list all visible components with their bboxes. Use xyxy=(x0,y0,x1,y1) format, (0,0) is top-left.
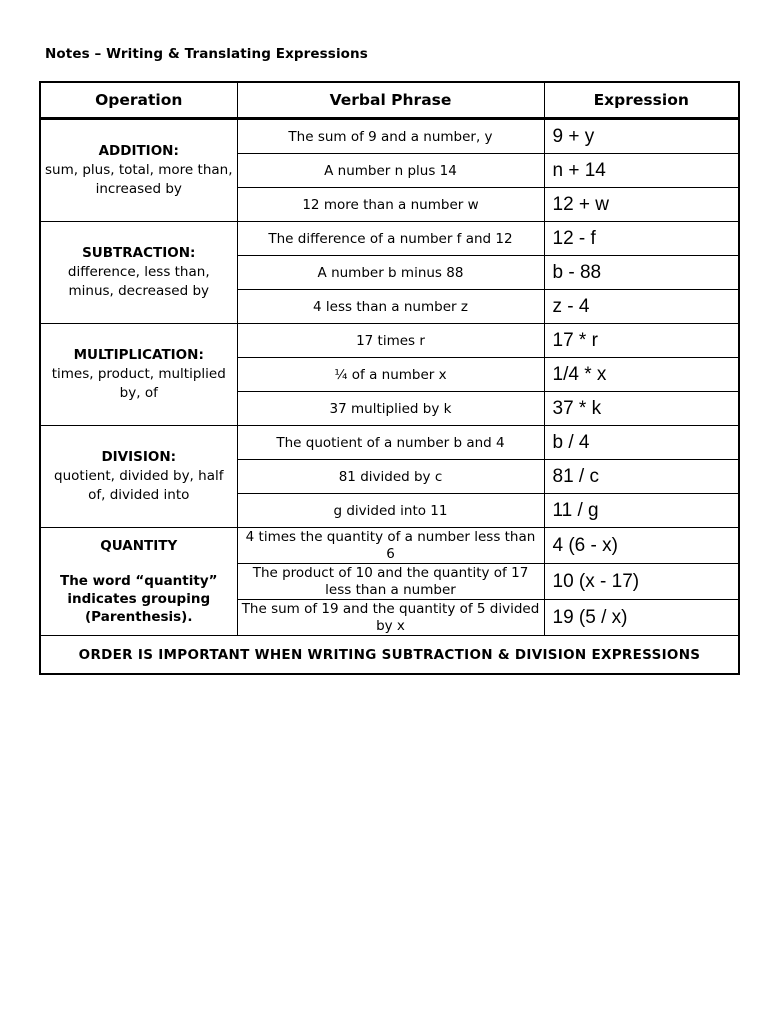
verbal-phrase: The difference of a number f and 12 xyxy=(237,222,544,256)
expression: 17 * r xyxy=(544,324,739,358)
expression: 10 (x - 17) xyxy=(544,564,739,600)
operation-subtraction xyxy=(40,222,237,324)
operation-keywords: The word “quantity” indicates grouping (Parenthesis). xyxy=(59,573,218,625)
table-row xyxy=(40,222,739,256)
header-operation: Operation xyxy=(40,82,237,119)
expression: 1/4 * x xyxy=(544,358,739,392)
verbal-phrase: 4 times the quantity of a number less than 6 xyxy=(237,528,544,564)
operation-keywords: sum, plus, total, more than, increased by xyxy=(45,162,233,197)
footer-row xyxy=(40,636,739,675)
verbal-phrase: A number n plus 14 xyxy=(237,154,544,188)
operation-name: SUBTRACTION: xyxy=(82,245,196,261)
verbal-phrase: 37 multiplied by k xyxy=(237,392,544,426)
operation-addition xyxy=(40,119,237,222)
expressions-table xyxy=(39,81,740,675)
table-row xyxy=(40,528,739,564)
expression: n + 14 xyxy=(544,154,739,188)
operation-keywords: quotient, divided by, half of, divided into xyxy=(54,468,224,503)
verbal-phrase: 17 times r xyxy=(237,324,544,358)
expression: 12 - f xyxy=(544,222,739,256)
expression: 11 / g xyxy=(544,494,739,528)
expression: 37 * k xyxy=(544,392,739,426)
expression: 19 (5 / x) xyxy=(544,600,739,636)
verbal-phrase: 81 divided by c xyxy=(237,460,544,494)
header-row xyxy=(40,82,739,119)
verbal-phrase: A number b minus 88 xyxy=(237,256,544,290)
operation-division xyxy=(40,426,237,528)
verbal-phrase: 4 less than a number z xyxy=(237,290,544,324)
expression: z - 4 xyxy=(544,290,739,324)
header-verbal-phrase: Verbal Phrase xyxy=(237,82,544,119)
verbal-phrase: 12 more than a number w xyxy=(237,188,544,222)
operation-multiplication xyxy=(40,324,237,426)
expression: 12 + w xyxy=(544,188,739,222)
verbal-phrase: g divided into 11 xyxy=(237,494,544,528)
verbal-phrase: The sum of 19 and the quantity of 5 divided by x xyxy=(237,600,544,636)
operation-name: DIVISION: xyxy=(101,449,177,465)
operation-name: QUANTITY xyxy=(100,538,178,554)
expression: 4 (6 - x) xyxy=(544,528,739,564)
verbal-phrase: ¼ of a number x xyxy=(237,358,544,392)
expression: 9 + y xyxy=(544,119,739,154)
verbal-phrase: The quotient of a number b and 4 xyxy=(237,426,544,460)
operation-keywords: times, product, multiplied by, of xyxy=(51,366,226,401)
operation-name: ADDITION: xyxy=(98,143,179,159)
expression: b / 4 xyxy=(544,426,739,460)
table-row xyxy=(40,426,739,460)
table-row xyxy=(40,119,739,154)
expression: 81 / c xyxy=(544,460,739,494)
expression: b - 88 xyxy=(544,256,739,290)
order-note: ORDER IS IMPORTANT WHEN WRITING SUBTRACTION & DIVISION EXPRESSIONS xyxy=(40,636,739,675)
operation-name: MULTIPLICATION: xyxy=(73,347,204,363)
table-row xyxy=(40,324,739,358)
verbal-phrase: The product of 10 and the quantity of 17 less than a number xyxy=(237,564,544,600)
operation-quantity xyxy=(40,528,237,636)
document-title: Notes – Writing & Translating Expressions xyxy=(45,46,368,62)
header-expression: Expression xyxy=(544,82,739,119)
verbal-phrase: The sum of 9 and a number, y xyxy=(237,119,544,154)
operation-keywords: difference, less than, minus, decreased by xyxy=(67,264,210,299)
